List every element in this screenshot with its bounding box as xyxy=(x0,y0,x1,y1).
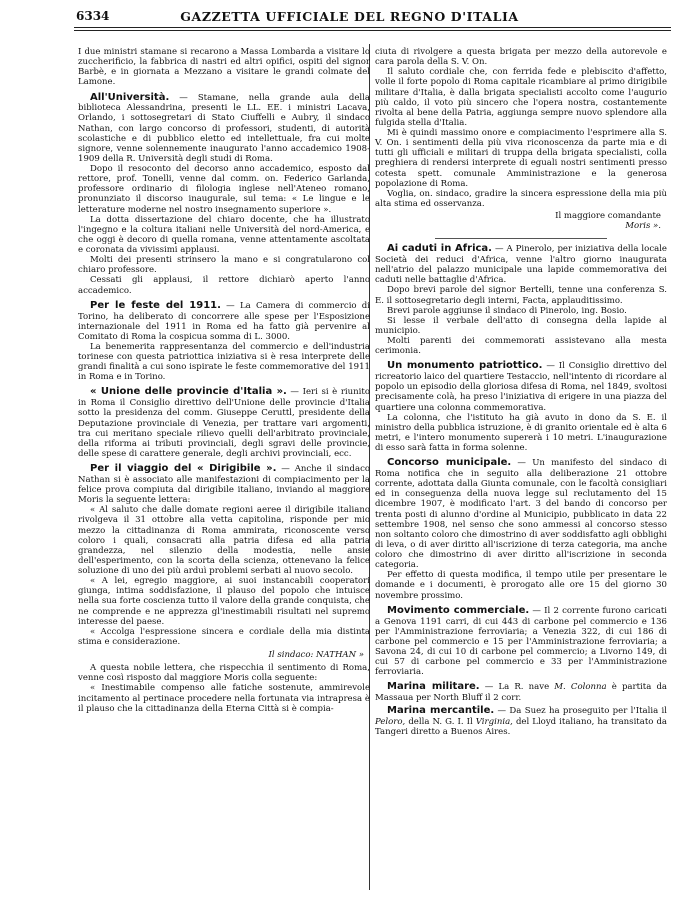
paragraph: « Al saluto che dalle domate regioni aeree il dirigibile italiano rivolgeva il 31 ottobre alla vetta capitolina, risponde per mio mezzo la cittadinanza di Roma ammirata, riconoscente verso coloro i quali, consacrati alla patria difesa ed alla patria grandezza, nel silenzio della modestia, nelle ansie dell'esperimento, con la scorta della scienza, ottenevano la felice soluzione di uno dei più arduì problemi serbati al nuovo secolo. xyxy=(78,505,370,576)
paragraph: Dopo il resoconto del decorso anno accademico, esposto dal rettore, prof. Tonelli, venne dal comm. on. Federico Garlanda, professore ordinario di filologia inglese nell'Ateneo romano, pronunziato il discorso inaugurale, sul tema: « Le lingue e le letterature moderne nel nostro insegnamento superiore ». xyxy=(78,164,370,215)
paragraph: « Accolga l'espressione sincera e cordiale della mia distinta stima e considerazione. xyxy=(78,626,370,647)
right-column xyxy=(375,47,667,737)
paragraph: Molti parenti dei commemorati assistevano alla mesta cerimonia. xyxy=(375,336,667,357)
article-unione-provincie: « Unione delle provincie d'Italia ». — Ieri si è riunito in Roma il Consiglio direttivo dell'Unione delle provincie d'Italia sotto la presidenza del comm. Giuseppe Ceruttl, presidente della Deputazione provinciale di Venezia, per trattare vari argomenti, tra cui meritano speciale rilievo quelli dell'arbitrato provinciale, della riforma ai tributi provinciali, degli sgravi delle provincie, delle spese di carattere generale, degli archivi provinciali, ecc. xyxy=(78,386,370,459)
paragraph: La dotta dissertazione del chiaro docente, che ha illustrato l'ingegno e la coltura italiani nelle Università del nord-America, e che oggi è decoro di quella romana, venne attentamente ascoltata e coronata da vivissimi applausi. xyxy=(78,214,370,256)
article-heading: Per il viaggio del « Dirigibile ». xyxy=(90,463,277,475)
paragraph: Dopo brevi parole del signor Bertelli, tenne una conferenza S. E. il sottosegretario degli interni, Facta, applauditissimo. xyxy=(375,285,667,306)
left-column xyxy=(78,47,370,714)
header-rule-bottom xyxy=(74,30,671,31)
intro-paragraph: I due ministri stamane si recarono a Massa Lombarda a visitare lo zuccherificio, la fabbrica di nastri ed altri opifici, ospiti del signor Barbè, e in giornata a Mezzano a visitare le grandi colmate del Lamone. xyxy=(78,47,370,88)
signature-moris: Moris ». xyxy=(625,221,661,232)
ship-name: Peloro, xyxy=(375,717,406,728)
paragraph: Si lesse il verbale dell'atto di consegna della lapide al municipio. xyxy=(375,315,667,336)
paragraph: Per effetto di questa modifica, il tempo utile per presentare le domande e i documenti, è prorogato alle ore 15 del giorno 30 novembre prossimo. xyxy=(375,570,667,601)
article-heading: Marina mercantile. xyxy=(387,705,495,717)
article-universita: All'Università. — Stamane, nella grande aula della biblioteca Alessandrina, presenti le LL. EE. i ministri Lacava, Orlando, i sottosegretari di Stato Ciuffelli e Aubry, il sindaco Nathan, con largo concorso di professori, studenti, di autorità scolastiche e di pubblico eletto ed intellettuale, fra cui molte signore, venne solennemente inaugurato l'anno accademico 1908-1909 della R. Università degli studi di Roma. xyxy=(78,91,370,164)
article-heading: Un monumento patriottico. xyxy=(387,360,543,372)
paragraph: Brevi parole aggiunse il sindaco di Pinerolo, ing. Bosio. xyxy=(387,305,627,316)
journal-title: GAZZETTA UFFICIALE DEL REGNO D'ITALIA xyxy=(180,9,519,24)
article-movimento: Movimento commerciale. — Il 2 corrente furono caricati a Genova 1191 carri, di cui 443 di carbone pel commercio e 136 per l'Amministrazione ferroviaria; a Venezia 322, di cui 186 di carbone pel commercio e 15 per l'Amministrazione ferroviaria; a Savona 24, di cui 10 di carbone pel commercio; a Livorno 149, di cui 57 di carbone pel commercio e 33 per l'Amministrazione ferroviaria. xyxy=(375,604,667,678)
page-number: 6334 xyxy=(76,9,110,23)
paragraph: « Inestimabile compenso alle fatiche sostenute, ammirevole incitamento al pertinace procedere nella fortunata via intrapresa è il plauso che la cittadinanza della Eterna Città si è compia- xyxy=(78,683,370,714)
article-monumento: Un monumento patriottico. — Il Consiglio direttivo del ricreatorio laico del quartiere Testaccio, nell'intento di ricordare al popolo un episodio della gloriosa difesa di Roma, nel 1849, svoltosi precisamente colà, ha preso l'iniziativa di erigere in una piazza del quartiere una colonna commemorativa. xyxy=(375,360,668,413)
article-marina-mercantile: Marina mercantile. — Da Suez ha proseguito per l'Italia il Peloro, della N. G. I. Il Virginia, del Lloyd italiano, ha transitato da Tangeri diretto a Buenos Aires. xyxy=(375,705,668,738)
article-heading: « Unione delle provincie d'Italia ». xyxy=(90,386,287,398)
paragraph: A questa nobile lettera, che rispecchia il sentimento di Roma, venne così risposto dal maggiore Moris colla seguente: xyxy=(78,663,370,684)
section-separator xyxy=(435,234,607,239)
paragraph: Voglia, on. sindaco, gradire la sincera espressione della mia più alta stima ed osservanza. xyxy=(375,188,667,209)
signature-title: Il maggiore comandante xyxy=(555,211,661,221)
article-heading: Ai caduti in Africa. xyxy=(387,243,492,255)
paragraph: La colonna, che l'istituto ha già avuto in dono da S. E. il ministro della pubblica istruzione, è di granito orientale ed è alta 6 metri, e l'intero monumento supererà i 10 metri. L'inaugurazione di esso sarà fatta in forma solenne. xyxy=(375,412,667,454)
paragraph: Mi è quindi massimo onore e compiacimento l'esprimere alla S. V. On. i sentimenti della più viva riconoscenza da parte mia e di tutti gli ufficiali e militari di truppa della brigata specialisti, colla preghiera di rendersi interprete di eguali nostri sentimenti presso cotesta spett. comunale Amministrazione e la generosa popolazione di Roma. xyxy=(375,128,667,189)
article-caduti-africa: Ai caduti in Africa. — A Pinerolo, per iniziativa della locale Società dei reduci d'Africa, venne l'altro giorno inaugurata nell'atrio del palazzo municipale una lapide commemorativa dei caduti nelle battaglie d'Africa. xyxy=(375,243,667,286)
article-heading: Concorso municipale. xyxy=(387,457,512,469)
article-heading: Marina militare. xyxy=(387,681,480,693)
header-rule-top xyxy=(74,27,671,28)
article-heading: All'Università. xyxy=(90,91,170,103)
paragraph: La benemerita rappresentanza del commercio e dell'industria torinese con questa patriottica iniziativa si è resa interprete delle grandi finalità a cui sono ispirate le feste commemorative del 1911 in Roma e in Torino. xyxy=(78,341,370,383)
paragraph: Il saluto cordiale che, con ferrida fede e plebiscito d'affetto, volle il forte popolo di Roma capitale ricambiare al primo dirigibile militare d'Italia, è dalla brigata specialisti accolto come l'augurio più caldo, il voto più sincero che l'opera nostra, costantemente rivolta al bene della Patria, aggiunga sempre nuovo splendore alla fulgida stella d'Italia. xyxy=(375,67,667,128)
article-concorso: Concorso municipale. — Un manifesto del sindaco di Roma notifica che in seguito alla deliberazione 21 ottobre corrente, adottata dalla Giunta comunale, con le facoltà consigliari ed in conseguenza della nuova legge sul reclutamento del 15 dicembre 1907, è modificato l'art. 3 del bando di concorso per trenta posti di alunno d'ordine al Municipio, pubblicato in data 22 settembre 1908, nel senso che sono ammessi al concorso stesso non soltanto coloro che dimostrino di aver soddisfatto agli obblighi di leva, o di aver diritto all'iscrizione di terza categoria, ma anche coloro che dimostrino di aver diritto all'iscrizione in seconda categoria. xyxy=(375,457,667,571)
paragraph: ciuta di rivolgere a questa brigata per mezzo della autorevole e cara parola della S. V. On. xyxy=(375,47,667,68)
paragraph: Molti dei presenti strinsero la mano e si congratularono col chiaro professore. xyxy=(78,255,370,276)
ship-name: M. Colonna xyxy=(554,682,607,693)
ship-name: Virginia, xyxy=(475,717,513,728)
paragraph: Cessati gli applausi, il rettore dichiarò aperto l'anno accademico. xyxy=(78,275,370,296)
article-feste-1911: Per le feste del 1911. — La Camera di commercio di Torino, ha deliberato di concorrere alle spese per l'Esposizione internazionale del 1911 in Roma ed ha fatto già pervenire al Comitato di Roma la cospicua somma di L. 3000. xyxy=(78,299,371,342)
article-heading: Per le feste del 1911. xyxy=(90,299,221,311)
signature-nathan: Il sindaco: NATHAN » xyxy=(268,650,364,660)
article-heading: Movimento commerciale. xyxy=(387,604,530,616)
article-marina-militare: Marina militare. — La R. nave M. Colonna è partita da Massaua per North Bluff il 2 corr. xyxy=(375,681,668,704)
paragraph: « A lei, egregio maggiore, ai suoi instancabili cooperatori giunga, intima soddisfazione, il plauso del popolo che intuisce nella sua forte coscienza tutto il valore della grande conquista, che ne comprende e ne apprezza gl'inestimabili risultati nel supremo interesse del paese. xyxy=(78,576,370,627)
article-dirigibile: Per il viaggio del « Dirigibile ». — Anche il sindaco Nathan si è associato alle manifestazioni di compiacimento per la felice prova compiuta dal dirigibile italiano, inviando al maggiore Moris la seguente lettera: xyxy=(78,463,370,506)
